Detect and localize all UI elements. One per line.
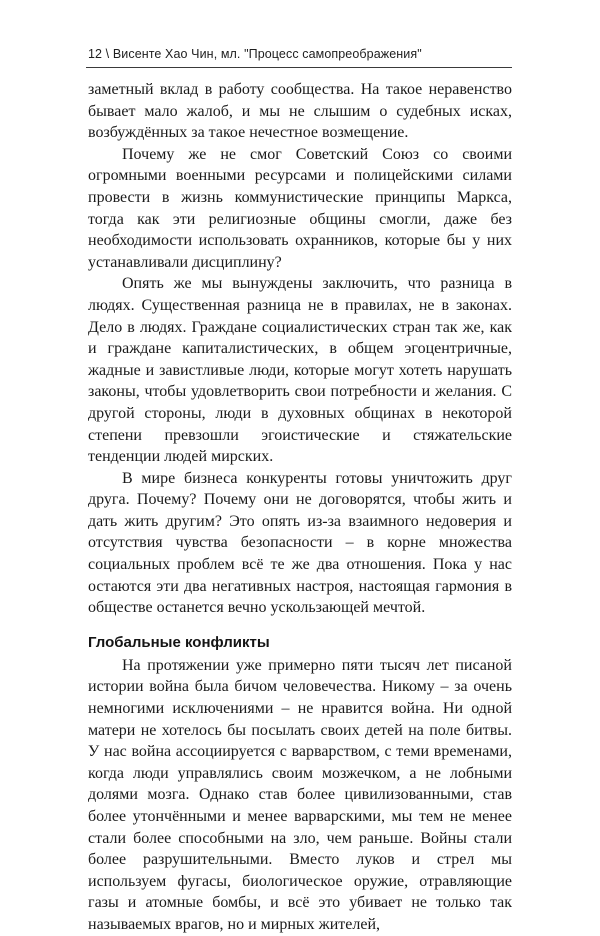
- section-heading: Глобальные конфликты: [88, 633, 270, 651]
- paragraph: На протяжении уже примерно пяти тысяч лет писаной истории война была бичом человечества. Никому – за очень немногими исключениями – не нравится война. Ни одной матери не хотелось бы посылать своих детей на поле битвы. У нас война ассоциируется с варварством, с теми временами, когда люди управлялись своим мозжечком, а не лобными долями мозга. Однако став более цивилизованными, став более утончёнными и менее варварскими, мы тем не менее стали более способными на зло, чем раньше. Войны стали более разрушительными. Вместо луков и стрел мы используем фугасы, биологическое оружие, отравляющие газы и атомные бомбы, и всё это убивает не только так называемых врагов, но и мирных жителей,: [88, 656, 512, 933]
- paragraph: В мире бизнеса конкуренты готовы уничтожить друг друга. Почему? Почему они не договорятся, чтобы жить и дать жить другим? Это опять из-за взаимного недоверия и отсутствия чувства безопасности – в корне множества социальных проблем всё те же два отношения. Пока у нас остаются эти два негативных настроя, настоящая гармония в обществе останется вечно ускользающей мечтой.: [88, 469, 512, 617]
- body-text: [88, 79, 512, 936]
- paragraph: Почему же не смог Советский Союз со своими огромными военными ресурсами и полицейскими силами провести в жизнь коммунистические принципы Маркса, тогда как эти религиозные общины смогли, даже без необходимости использовать охранников, которые бы у них устанавливали дисциплину?: [88, 145, 512, 271]
- running-head: 12 \ Висенте Хао Чин, мл. "Процесс самопреображения": [88, 47, 422, 61]
- paragraph-continued: заметный вклад в работу сообщества. На такое неравенство бывает мало жалоб, и мы не слышим о судебных исках, возбуждённых за такое нечестное возмещение.: [88, 81, 512, 142]
- paragraph: Опять же мы вынуждены заключить, что разница в людях. Существенная разница не в правилах, не в законах. Дело в людях. Граждане социалистических стран так же, как и граждане капиталистических, в общем эгоцентричные, жадные и завистливые люди, которые могут хотеть нарушать законы, чтобы удовлетворить свои потребности и желания. С другой стороны, люди в духовных общинах в некоторой степени превзошли эгоистические и стяжательские тенденции людей мирских.: [88, 275, 512, 466]
- header-rule: [86, 67, 512, 68]
